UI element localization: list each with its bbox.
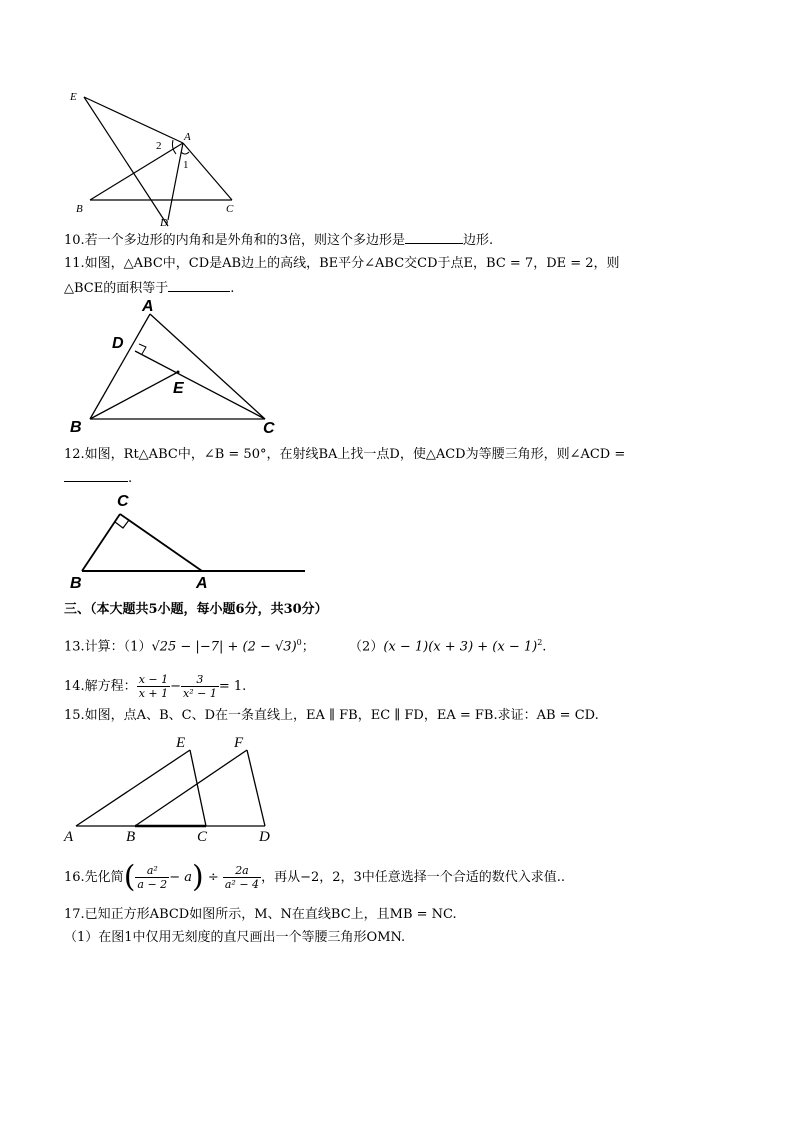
q12-answer-blank[interactable] xyxy=(64,469,128,482)
figure-q15 xyxy=(60,730,290,850)
fig15-label-B: B xyxy=(126,829,136,845)
fig15-label-F: F xyxy=(234,735,244,751)
question-10 xyxy=(64,231,493,250)
fig9-label-B: B xyxy=(76,203,83,215)
question-15: 15.如图，点A、B、C、D在一条直线上，EA ∥ FB，EC ∥ FD，EA = FB.求证：AB = CD. xyxy=(64,708,599,723)
q11-answer-blank[interactable] xyxy=(168,279,230,292)
fig15-label-C: C xyxy=(197,829,208,845)
fig9-label-C: C xyxy=(226,203,234,215)
question-12-line2 xyxy=(64,469,132,488)
q13-part1-exponent: 0 xyxy=(296,638,302,647)
question-14 xyxy=(64,672,246,702)
q11-text-before: △BCE的面积等于 xyxy=(64,281,169,296)
q13-prefix: 13.计算：（1） xyxy=(64,639,152,655)
q16-frac1-denominator: a − 2 xyxy=(137,878,168,891)
q10-answer-blank[interactable] xyxy=(405,231,463,244)
q13-part2-prefix: （2） xyxy=(349,639,384,655)
q16-prefix: 16.先化简 xyxy=(64,870,124,885)
question-13 xyxy=(64,634,546,656)
q14-minus: − xyxy=(170,679,182,694)
fig12-label-C: C xyxy=(117,493,129,510)
q16-frac1-numerator: a² xyxy=(135,864,169,878)
fig12-label-B: B xyxy=(70,575,82,592)
fig9-label-1: 1 xyxy=(183,159,189,171)
q14-frac2-denominator: x² − 1 xyxy=(183,687,217,700)
q11-text-after: . xyxy=(230,281,235,296)
question-17-line2: （1）在图1中仅用无刻度的直尺画出一个等腰三角形OMN. xyxy=(64,930,406,945)
q14-frac1-denominator: x + 1 xyxy=(138,687,169,700)
q13-semicolon: ； xyxy=(301,639,315,655)
q16-minus-a: − a xyxy=(169,870,192,885)
q16-fraction-2 xyxy=(223,864,261,891)
fig9-label-A: A xyxy=(184,131,191,143)
figure-q11 xyxy=(60,296,300,436)
q13-end: . xyxy=(542,639,547,655)
fig9-label-E: E xyxy=(70,91,77,103)
fig9-label-D: D xyxy=(160,217,168,229)
fig9-label-2: 2 xyxy=(156,140,162,152)
q12-text-after: . xyxy=(128,471,133,486)
fig12-label-A: A xyxy=(196,575,208,592)
q16-fraction-1 xyxy=(135,864,169,891)
q13-part1: √25 − |−7| + (2 − √3) xyxy=(151,639,297,655)
q14-end: . xyxy=(242,679,247,694)
q14-rhs: = 1 xyxy=(218,679,243,694)
fig11-label-C: C xyxy=(263,420,275,437)
q16-divide: ÷ xyxy=(207,870,219,885)
fig15-label-E: E xyxy=(176,735,186,751)
fig15-label-A: A xyxy=(64,829,74,845)
fig11-label-A: A xyxy=(142,298,154,315)
fig15-label-D: D xyxy=(259,829,270,845)
q16-frac2-denominator: a² − 4 xyxy=(224,878,260,891)
section-3-title: 三、（本大题共5小题，每小题6分，共30分） xyxy=(64,602,328,617)
q10-text-after: 边形. xyxy=(462,233,494,248)
q13-part2-exponent: 2 xyxy=(537,638,543,647)
q16-frac2-numerator: 2a xyxy=(223,864,261,878)
figure-q12 xyxy=(60,488,310,598)
q13-part2: (x − 1)(x + 3) + (x − 1) xyxy=(383,639,538,655)
q14-prefix: 14.解方程： xyxy=(64,679,137,694)
fig11-label-B: B xyxy=(70,419,82,436)
figure-q9 xyxy=(60,88,250,228)
q10-text-before: 10.若一个多边形的内角和是外角和的3倍，则这个多边形是 xyxy=(64,233,405,248)
fig11-label-D: D xyxy=(112,335,124,352)
q14-frac2-numerator: 3 xyxy=(181,673,219,687)
question-16: 16.先化简( $\frac{\text{a²}}{a - 2}$ − a) ÷ $\frac{2a}{\text{a² − 4}}$ ，再从−2，2，3中任意选择一个合适的数代入求值.. xyxy=(64,859,566,895)
question-11-line1: 11.如图，△ABC中，CD是AB边上的高线，BE平分∠ABC交CD于点E，BC = 7，DE = 2，则 xyxy=(64,256,620,271)
q14-fraction-2 xyxy=(181,673,219,700)
q14-frac1-numerator: x − 1 xyxy=(138,673,169,686)
q14-fraction-1 xyxy=(137,673,170,700)
q16-suffix: ，再从−2，2，3中任意选择一个合适的数代入求值.. xyxy=(261,870,566,885)
question-12-line1: 12.如图，Rt△ABC中，∠B = 50°，在射线BA上找一点D，使△ACD为等腰三角形，则∠ACD = xyxy=(64,447,626,462)
fig11-label-E: E xyxy=(173,380,184,397)
question-17-line1: 17.已知正方形ABCD如图所示，M、N在直线BC上，且MB = NC. xyxy=(64,907,457,922)
